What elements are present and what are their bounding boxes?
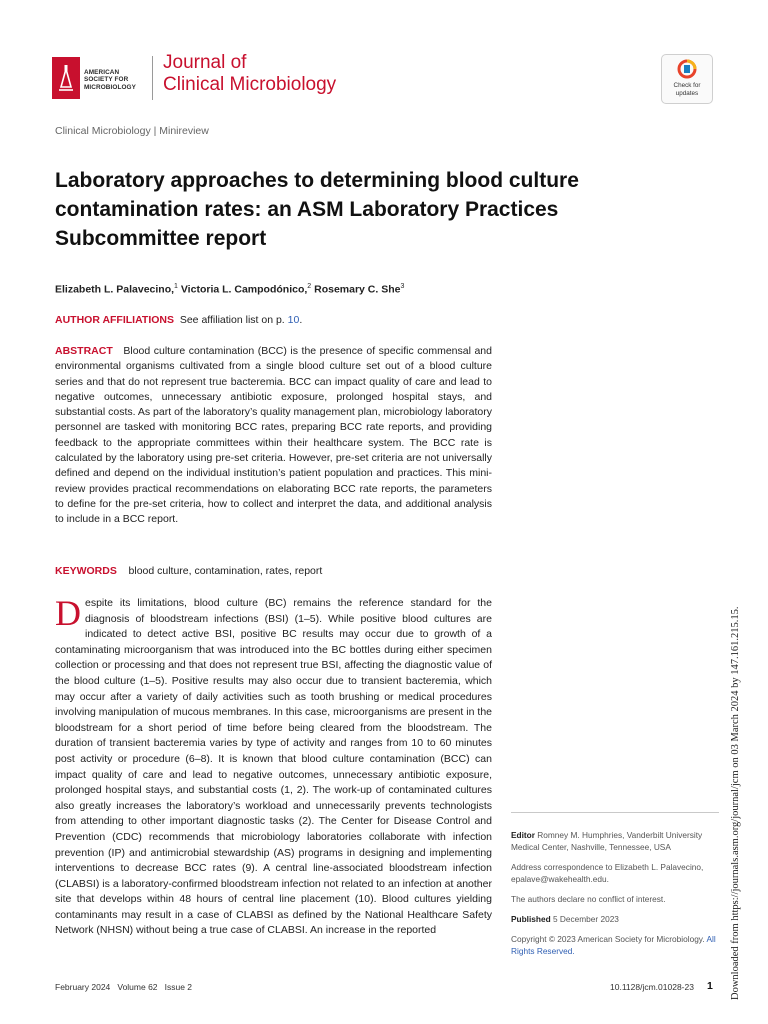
journal-name[interactable]: Journal of Clinical Microbiology [163,52,337,95]
keywords-label: KEYWORDS [55,565,117,577]
asm-logo [52,57,148,99]
copyright-info: Copyright © 2023 American Society for Microbiology. All Rights Reserved. [511,934,716,956]
download-watermark [727,600,741,1000]
abstract-text: Blood culture contamination (BCC) is the presence of specific commensal and environmental organisms cultivated from a single blood culture set out of a blood culture series and that do not represent true bacteremia. BCC can impact quality of care and lead to negative outcomes, unnecessary antibiotic exposure, prolonged hospital stays, and substantial costs. As part of the laboratory’s quality management plan, microbiology laboratory personnel are tasked with monitoring BCC rates, preparing BCC rate reports, and providing feedback to the appropriate committees within their healthcare system. The BCC rate is calculated by the laboratory using pre-set criteria. However, pre-set criteria are not universally defined and depend on the individual institution’s patient population and practices. This mini-review provides practical recommendations on elaborating BCC rate reports, the parameters to define for the pre-set criteria, how to collect and interpret the data, and additional analysis to include in a BCC report. [55,345,492,526]
author-affiliation-marker: 2 [307,283,312,290]
rights-link[interactable]: All Rights Reserved. [511,934,716,956]
check-updates-icon [677,59,697,79]
footer-doi[interactable]: 10.1128/jcm.01028-23 [610,982,694,992]
check-for-updates-button[interactable]: Check for updates [661,54,713,104]
download-note-text: Downloaded from https://journals.asm.org/journal/jcm on 03 March 2024 by 147.161.215.15. [730,606,741,1000]
footer-issue-info: February 2024 Volume 62 Issue 2 [55,982,193,992]
article-title: Laboratory approaches to determining blood culture contamination rates: an ASM Laboratory Practices Subcommittee report [55,169,579,250]
affiliations-label: AUTHOR AFFILIATIONS [55,314,174,326]
author-affiliations [55,314,302,326]
editor-info: Editor Romney M. Humphries, Vanderbilt University Medical Center, Nashville, Tennessee, USA [511,830,703,852]
keywords [55,565,322,577]
asm-logo-text: AMERICAN SOCIETY FOR MICROBIOLOGY [84,69,136,91]
correspondence-info: Address correspondence to Elizabeth L. Palavecino, epalave@wakehealth.edu. [511,862,704,884]
published-info: Published 5 December 2023 [511,914,619,924]
article-info-sidebar [511,812,719,965]
conflict-statement: The authors declare no conflict of interest. [511,894,666,904]
header-divider [152,56,153,100]
keywords-text: blood culture, contamination, rates, report [128,565,323,577]
body-paragraph: espite its limitations, blood culture (BC) remains the reference standard for the diagnosis of bloodstream infections (BSI) (1–5). While positive blood cultures are indicated to detect active BSI, positive BC results may occur due to growth of a contaminating microorganism that was introduced into the BC bottles during either specimen collection or processing and that does not represent true BSI, affecting the diagnostic value of the blood culture (1–5). Positive results may also occur due to transient bacteremia, which may occur after a variety of daily activities such as tooth brushing or medical procedures involving manipulation of mucous membranes. In this case, microorganisms are present in the bloodstream for a short period of time before being cleared from the bloodstream. The duration of transient bacteremia varies by type of activity and ranges from 10 to 60 minutes post activity or procedure (6–8). It is known that blood culture contamination (BCC) can impact quality of care and lead to negative outcomes, unnecessary antibiotic exposure, prolonged hospital stays, and substantial costs (1, 2). The work-up of contaminated cultures also greatly increases the laboratory’s workload and unnecessarily prevents technologists from attending to other important diagnostic tasks (2). The Center for Disease Control and Prevention (CDC) recommends that microbiology laboratories collaborate with infection prevention (IP) and antimicrobial stewardship (AS) programs in designing and implementing interventions to decrease BCC rates (9). A central line-associated bloodstream infection (CLABSI) is a laboratory-confirmed bloodstream infection not related to an infection at another site that develops within 48 hours of central line placement (10). Blood cultures yielding contaminants may result in a case of CLABSI as defined by the National Healthcare Safety Network (NHSN) without being a true case of CLABSI. An increase in the reported [55,597,492,937]
author-name[interactable]: Elizabeth L. Palavecino, [55,283,175,296]
author-affiliation-marker: 1 [174,283,178,290]
affiliations-page-link[interactable]: 10 [287,314,300,326]
author-list [55,283,404,296]
published-label: Published [511,914,551,924]
article-category: Clinical Microbiology | Minireview [55,125,209,137]
drop-cap: D [55,593,81,633]
abstract [55,344,492,528]
body-text [55,593,492,939]
author-affiliation-marker: 3 [400,283,405,290]
asm-logo-mark-icon [52,57,80,99]
page-number: 1 [707,980,713,992]
affiliations-period: . [299,314,303,326]
abstract-label: ABSTRACT [55,345,113,357]
affiliations-text: See affiliation list on p. [179,314,285,326]
author-name[interactable]: Rosemary C. She [311,283,401,296]
author-name[interactable]: Victoria L. Campodónico, [177,283,308,296]
editor-label: Editor [511,830,535,840]
